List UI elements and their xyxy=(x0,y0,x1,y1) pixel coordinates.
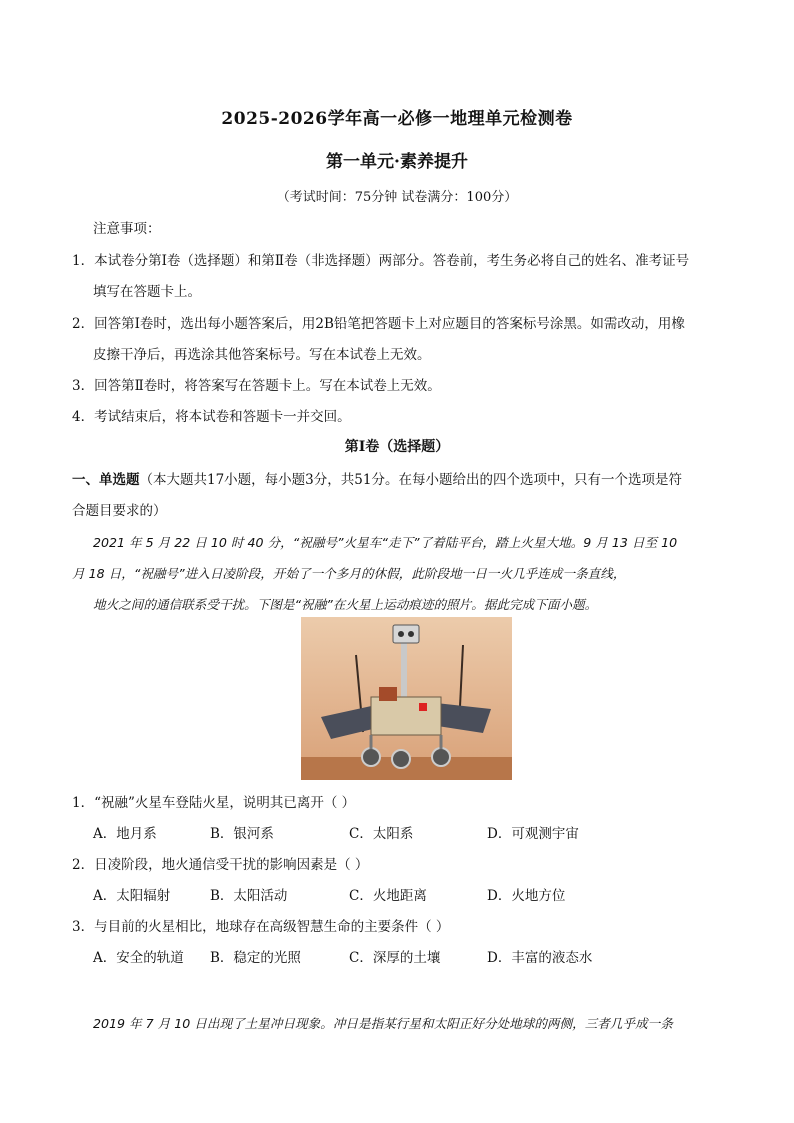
notice-item-4 xyxy=(72,405,351,425)
notice-heading: 注意事项： xyxy=(93,221,161,237)
question-1-stem: 1．“祝融”火星车登陆火星，说明其已离开（ ） xyxy=(72,795,356,811)
question-3-stem: 3．与目前的火星相比，地球存在高级智慧生命的主要条件（ ） xyxy=(72,919,450,935)
question-3-option-b[interactable]: B．稳定的光照 xyxy=(210,950,301,966)
notice-item-number: 3． xyxy=(72,378,95,394)
notice-item-2 xyxy=(72,312,685,332)
passage-line-1: 2021 年 5 月 22 日 10 时 40 分，“祝融号”火星车“走下”了着陆平台，踏上火星大地。9 月 13 日至 10 xyxy=(93,535,678,550)
camera-head xyxy=(393,625,419,643)
question-3-option-c[interactable]: C．深厚的土壤 xyxy=(349,950,441,966)
question-3-option-d[interactable]: D．丰富的液态水 xyxy=(487,950,593,966)
question-2-stem: 2．日凌阶段，地火通信受干扰的影响因素是（ ） xyxy=(72,857,369,873)
notice-item-number: 4． xyxy=(72,409,95,425)
question-3-option-a[interactable]: A．安全的轨道 xyxy=(93,950,184,966)
rover-flag xyxy=(419,703,427,711)
exam-time-info: （考试时间：75分钟 试卷满分：100分） xyxy=(276,190,518,205)
question-2-option-a[interactable]: A．太阳辐射 xyxy=(93,888,171,904)
wheel xyxy=(392,750,410,768)
notice-item-text: 回答第Ⅰ卷时，选出每小题答案后，用2B铅笔把答题卡上对应题目的答案标号涂黑。如需改动，用橡 xyxy=(94,316,685,332)
wheel xyxy=(362,748,380,766)
notice-item-text: 本试卷分第Ⅰ卷（选择题）和第Ⅱ卷（非选择题）两部分。答卷前，考生务必将自己的姓名、准考证号 xyxy=(94,253,690,269)
notice-item-2-cont: 皮擦干净后，再选涂其他答案标号。写在本试卷上无效。 xyxy=(93,347,431,363)
notice-item-number: 2． xyxy=(72,316,95,332)
notice-item-text: 回答第Ⅱ卷时，将答案写在答题卡上。写在本试卷上无效。 xyxy=(94,378,441,394)
question-1-option-d[interactable]: D．可观测宇宙 xyxy=(487,826,579,842)
passage-line-2: 月 18 日，“祝融号”进入日凌阶段，开始了一个多月的休假，此阶段地一日一火几乎连成一条直线， xyxy=(72,566,626,581)
notice-item-1-cont: 填写在答题卡上。 xyxy=(93,284,201,300)
question-2-option-b[interactable]: B．太阳活动 xyxy=(210,888,288,904)
notice-item-1 xyxy=(72,249,689,269)
notice-item-number: 1． xyxy=(72,253,95,269)
notice-item-text: 考试结束后，将本试卷和答题卡一并交回。 xyxy=(94,409,351,425)
question-1-option-a[interactable]: A．地月系 xyxy=(93,826,157,842)
question-2-option-d[interactable]: D．火地方位 xyxy=(487,888,566,904)
camera-lens-right xyxy=(408,631,414,637)
camera-lens-left xyxy=(398,631,404,637)
question-1-option-b[interactable]: B．银河系 xyxy=(210,826,274,842)
section-title: 第Ⅰ卷（选择题） xyxy=(344,439,450,455)
camera-mast xyxy=(401,639,407,699)
part-label: 一、单选题 xyxy=(72,472,140,488)
unit-subtitle: 第一单元·素养提升 xyxy=(326,152,468,172)
part-description-cont: 合题目要求的） xyxy=(72,503,167,519)
wheel xyxy=(432,748,450,766)
passage-line-3: 地火之间的通信联系受干扰。下图是“祝融”在火星上运动痕迹的照片。据此完成下面小题。 xyxy=(93,597,598,612)
part-instruction xyxy=(72,468,682,488)
question-2-option-c[interactable]: C．火地距离 xyxy=(349,888,427,904)
notice-item-3 xyxy=(72,374,441,394)
question-1-option-c[interactable]: C．太阳系 xyxy=(349,826,414,842)
mars-rover-photo xyxy=(301,617,512,780)
page-title: 2025-2026学年高一必修一地理单元检测卷 xyxy=(221,109,573,129)
rover-body xyxy=(371,697,441,735)
part-description: （本大题共17小题，每小题3分，共51分。在每小题给出的四个选项中，只有一个选项是符 xyxy=(139,472,682,488)
rover-cylinder xyxy=(379,687,397,701)
passage-2-line-1: 2019 年 7 月 10 日出现了土星冲日现象。冲日是指某行星和太阳正好分处地球的两侧，三者几乎成一条 xyxy=(93,1016,673,1031)
